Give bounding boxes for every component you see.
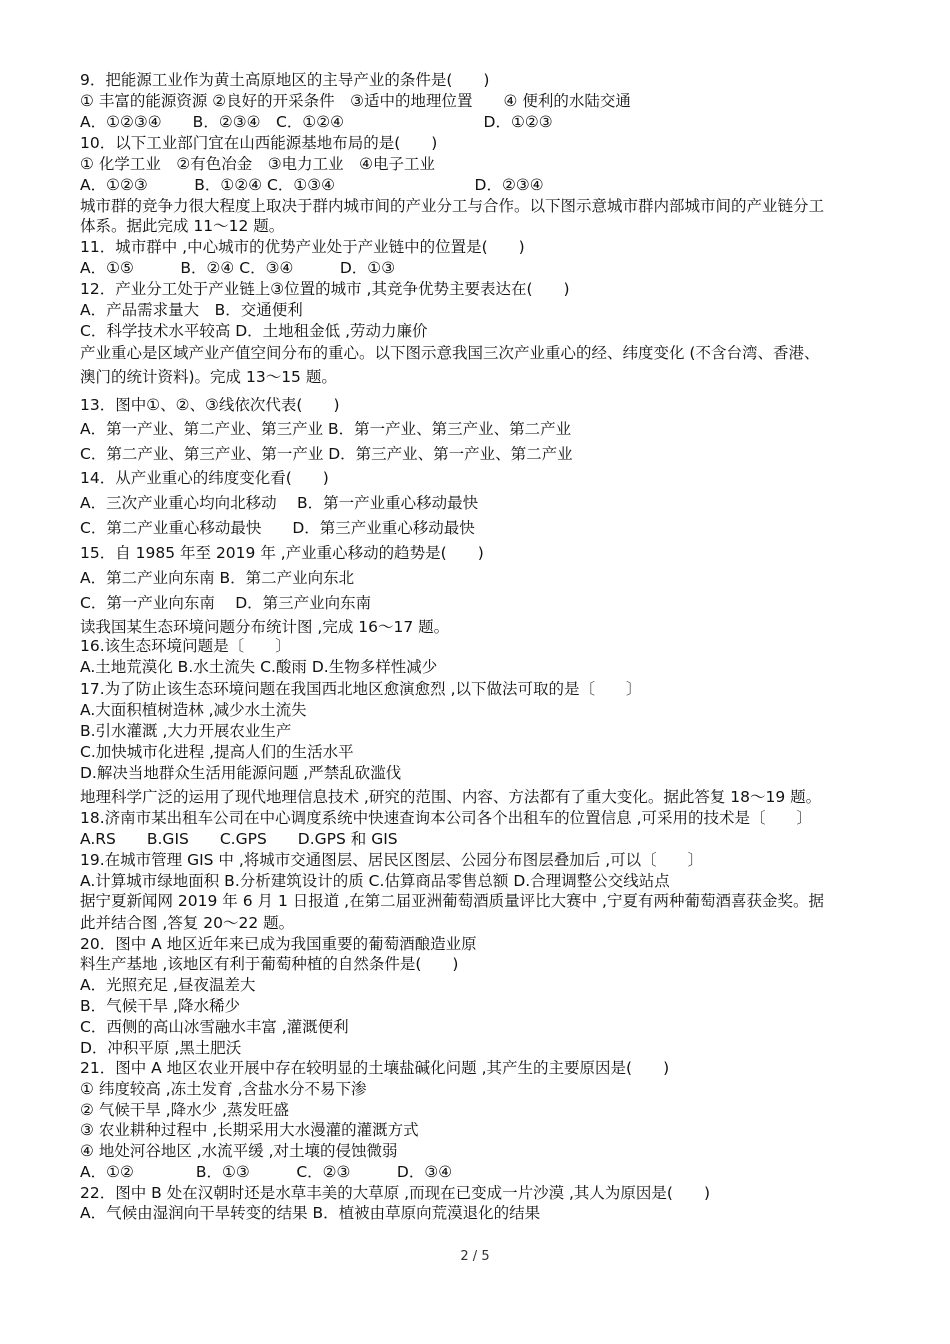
- text-line: 16.该生态环境问题是〔 〕: [80, 637, 291, 655]
- text-line: A．第一产业、第二产业、第三产业 B．第一产业、第三产业、第二产业: [80, 420, 572, 438]
- text-line: C．第一产业向东南 D．第三产业向东南: [80, 594, 372, 612]
- text-line: ④ 地处河谷地区 ,水流平缓 ,对土壤的侵蚀微弱: [80, 1142, 398, 1160]
- text-line: ① 丰富的能源资源 ②良好的开采条件 ③适中的地理位置 ④ 便利的水陆交通: [80, 92, 631, 110]
- text-line: 10．以下工业部门宜在山西能源基地布局的是( ): [80, 134, 438, 152]
- text-line: ① 化学工业 ②有色冶金 ③电力工业 ④电子工业: [80, 155, 436, 173]
- text-line: C．第二产业、第三产业、第一产业 D．第三产业、第一产业、第二产业: [80, 445, 573, 463]
- text-line: 21．图中 A 地区农业开展中存在较明显的土壤盐碱化问题 ,其产生的主要原因是( ): [80, 1059, 670, 1077]
- text-line: 产业重心是区域产业产值空间分布的重心。以下图示意我国三次产业重心的经、纬度变化 (不含台湾、香港、: [80, 344, 820, 362]
- text-line: A.土地荒漠化 B.水土流失 C.酸雨 D.生物多样性减少: [80, 658, 438, 676]
- text-line: 地理科学广泛的运用了现代地理信息技术 ,研究的范围、内容、方法都有了重大变化。据此答复 18～19 题。: [80, 788, 822, 806]
- text-line: A．①②③④ B．②③④ C．①②④ D．①②③: [80, 113, 553, 131]
- text-line: ③ 农业耕种过程中 ,长期采用大水漫灌的灌溉方式: [80, 1121, 419, 1139]
- text-line: A．①② B．①③ C．②③ D．③④: [80, 1163, 453, 1181]
- text-line: 20．图中 A 地区近年来已成为我国重要的葡萄酒酿造业原: [80, 935, 477, 953]
- text-line: A．三次产业重心均向北移动 B．第一产业重心移动最快: [80, 494, 479, 512]
- text-line: D．冲积平原 ,黑土肥沃: [80, 1039, 242, 1057]
- text-line: C.加快城市化进程 ,提高人们的生活水平: [80, 743, 354, 761]
- text-line: A.计算城市绿地面积 B.分析建筑设计的质 C.估算商品零售总额 D.合理调整公交线站点: [80, 872, 670, 890]
- text-line: 9．把能源工业作为黄土高原地区的主导产业的条件是( ): [80, 71, 490, 89]
- text-line: 澳门的统计资料)。完成 13～15 题。: [80, 368, 337, 386]
- text-line: A．光照充足 ,昼夜温差大: [80, 976, 256, 994]
- text-line: 据宁夏新闻网 2019 年 6 月 1 日报道 ,在第二届亚洲葡萄酒质量评比大赛中 ,宁夏有两种葡萄酒喜获金奖。据: [80, 892, 824, 910]
- text-line: 14．从产业重心的纬度变化看( ): [80, 469, 329, 487]
- page-number: 2 / 5: [460, 1249, 490, 1264]
- text-line: 18.济南市某出租车公司在中心调度系统中快速查询本公司各个出租车的位置信息 ,可采用的技术是〔 〕: [80, 809, 813, 827]
- text-line: A．气候由湿润向干旱转变的结果 B．植被由草原向荒漠退化的结果: [80, 1204, 541, 1222]
- text-line: D.解决当地群众生活用能源问题 ,严禁乱砍滥伐: [80, 764, 402, 782]
- text-line: 17.为了防止该生态环境问题在我国西北地区愈演愈烈 ,以下做法可取的是〔 〕: [80, 680, 642, 698]
- text-line: 12．产业分工处于产业链上③位置的城市 ,其竞争优势主要表达在( ): [80, 280, 570, 298]
- text-line: C．第二产业重心移动最快 D．第三产业重心移动最快: [80, 519, 475, 537]
- text-line: C．科学技术水平较高 D．土地租金低 ,劳动力廉价: [80, 322, 428, 340]
- text-line: 读我国某生态环境问题分布统计图 ,完成 16～17 题。: [80, 618, 450, 636]
- text-line: A．①⑤ B．②④ C．③④ D．①③: [80, 259, 396, 277]
- text-line: 15．自 1985 年至 2019 年 ,产业重心移动的趋势是( ): [80, 544, 484, 562]
- text-line: 13．图中①、②、③线依次代表( ): [80, 396, 340, 414]
- text-line: B．气候干旱 ,降水稀少: [80, 997, 240, 1015]
- text-line: 城市群的竞争力很大程度上取决于群内城市间的产业分工与合作。以下图示意城市群内部城市间的产业链分工: [80, 197, 825, 215]
- text-line: A．第二产业向东南 B．第二产业向东北: [80, 569, 355, 587]
- text-line: 体系。据此完成 11～12 题。: [80, 217, 285, 235]
- text-line: B.引水灌溉 ,大力开展农业生产: [80, 722, 292, 740]
- text-line: 22．图中 B 处在汉朝时还是水草丰美的大草原 ,而现在已变成一片沙漠 ,其人为原因是( ): [80, 1184, 711, 1202]
- text-line: ① 纬度较高 ,冻土发育 ,含盐水分不易下渗: [80, 1080, 367, 1098]
- text-line: 19.在城市管理 GIS 中 ,将城市交通图层、居民区图层、公园分布图层叠加后 ,可以〔 〕: [80, 851, 704, 869]
- text-line: A．产品需求量大 B．交通便利: [80, 301, 303, 319]
- text-line: 料生产基地 ,该地区有利于葡萄种植的自然条件是( ): [80, 955, 459, 973]
- text-line: A.大面积植树造林 ,减少水土流失: [80, 701, 307, 719]
- text-line: 11．城市群中 ,中心城市的优势产业处于产业链中的位置是( ): [80, 238, 525, 256]
- text-line: A.RS B.GIS C.GPS D.GPS 和 GIS: [80, 830, 398, 848]
- text-line: C．西侧的高山冰雪融水丰富 ,灌溉便利: [80, 1018, 349, 1036]
- text-line: A．①②③ B．①②④ C．①③④ D．②③④: [80, 176, 544, 194]
- text-line: ② 气候干旱 ,降水少 ,蒸发旺盛: [80, 1101, 290, 1119]
- text-line: 此并结合图 ,答复 20～22 题。: [80, 914, 295, 932]
